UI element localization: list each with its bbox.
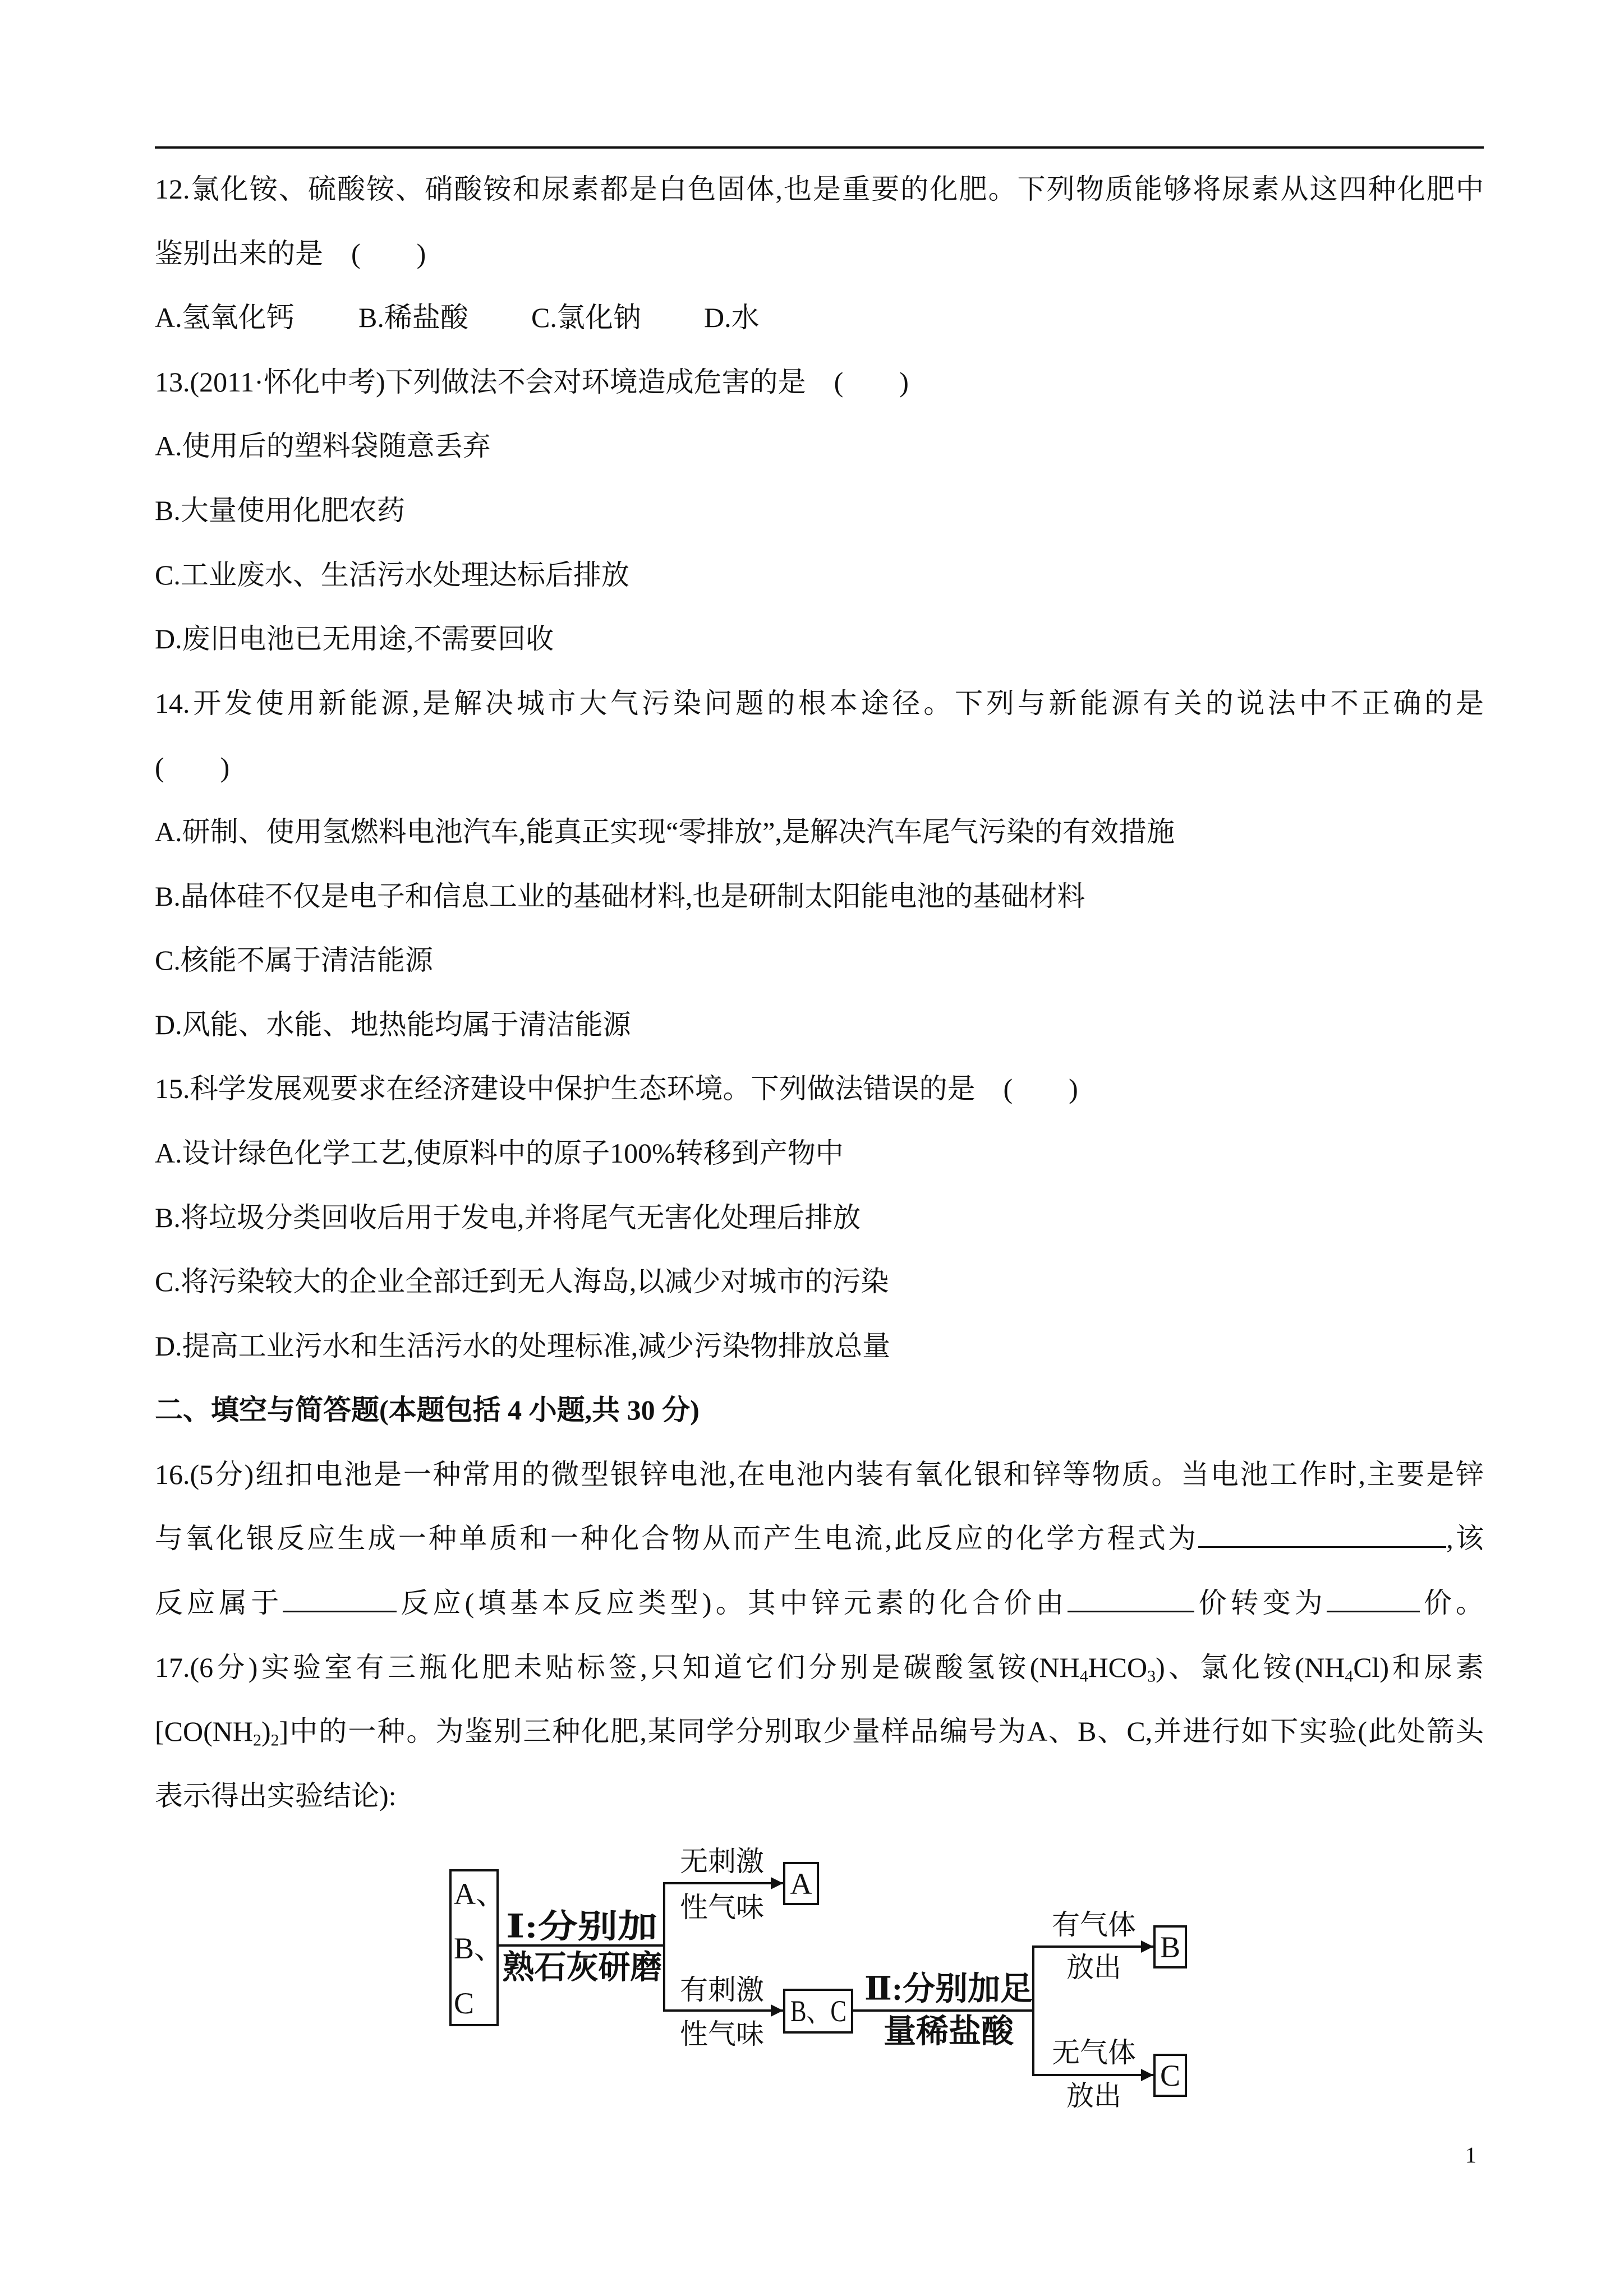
branch-gas-line-2: 放出 [1066,1952,1121,1983]
result-c-label: C [1160,2059,1181,2092]
branch-smell-line-1: 有刺激 [680,1974,764,2005]
result-a-label: A [790,1867,812,1901]
q17-line-2-text-c: ]中的一种。为鉴别三种化肥,某同学分别取少量样品编号为A、B、C,并进行如下实验(此处箭头 [279,1716,1484,1748]
q16-line-2-text-a: 与氧化银反应生成一种单质和一种化合物从而产生电流,此反应的化学方程式为 [155,1523,1199,1555]
answer-blank-reaction-type [283,1588,397,1612]
header-rule [155,146,1484,149]
step-2-label-line-2: 量稀盐酸 [884,2013,1014,2050]
q16-line-3-text-c: 价转变为 [1194,1587,1327,1619]
q15-option-a: A.设计绿色化学工艺,使原料中的原子100%转移到产物中 [155,1137,844,1169]
q17-line-1-text-c: )、氯化铵(NH [1156,1651,1345,1683]
q12-option-c: C.氯化钠 [531,302,641,334]
document-body [155,157,1484,1828]
step-2-label-line-1: Ⅱ:分别加足 [864,1970,1033,2007]
q16-line-3-text-a: 反应属于 [155,1587,283,1619]
q12-option-a: A.氢氧化钙 [155,302,295,334]
q17-line-2 [155,1699,1484,1764]
q16-line-2-text-b: ,该 [1446,1523,1484,1555]
q15-option-d: D.提高工业污水和生活污水的处理标准,减少污染物排放总量 [155,1330,891,1362]
q14-option-b: B.晶体硅不仅是电子和信息工业的基础材料,也是研制太阳能电池的基础材料 [155,880,1085,912]
step-1-label-line-1: Ⅰ:分别加 [506,1908,657,1945]
identification-flowchart [438,1839,1200,2120]
answer-blank-equation [1198,1524,1446,1548]
branch-no-gas-line-1: 无气体 [1052,2037,1136,2068]
subscript: 4 [1079,1667,1088,1686]
branch-no-smell-line-1: 无刺激 [680,1846,764,1877]
answer-blank-valence-from [1068,1588,1194,1612]
q17-line-2-text-a: [CO(NH [155,1716,253,1748]
q16-line-3-text-d: 价。 [1419,1587,1484,1619]
q14-stem-line-1: 14.开发使用新能源,是解决城市大气污染问题的根本途径。下列与新能源有关的说法中不正确的是 [155,687,1484,719]
branch-no-smell-line-2: 性气味 [680,1892,764,1923]
q13-stem: 13.(2011·怀化中考)下列做法不会对环境造成危害的是 ( ) [155,366,909,398]
q16-line-3 [155,1571,1484,1635]
branch-no-gas-line-2: 放出 [1066,2080,1121,2111]
q12-option-b: B.稀盐酸 [358,302,468,334]
q17-line-3: 表示得出实验结论): [155,1779,397,1811]
page-number: 1 [1465,2142,1476,2168]
sample-a-label: A、 [454,1877,506,1911]
branch-gas-line-1: 有气体 [1052,1909,1136,1940]
q13-option-b: B.大量使用化肥农药 [155,494,405,526]
result-b-label: B [1160,1930,1181,1964]
q13-option-a: A.使用后的塑料袋随意丢弃 [155,430,491,462]
q16-line-1: 16.(5分)纽扣电池是一种常用的微型银锌电池,在电池内装有氧化银和锌等物质。当电池工作时,主要是锌 [155,1458,1484,1490]
q14-option-c: C.核能不属于清洁能源 [155,944,433,976]
q15-option-b: B.将垃圾分类回收后用于发电,并将尾气无害化处理后排放 [155,1201,861,1233]
subscript: 2 [270,1731,279,1750]
q17-line-1-text-b: HCO [1088,1651,1148,1683]
q15-option-c: C.将污染较大的企业全部迁到无人海岛,以减少对城市的污染 [155,1266,889,1298]
subscript: 4 [1345,1667,1354,1686]
subscript: 3 [1147,1667,1156,1686]
section-2-heading: 二、填空与简答题(本题包括 4 小题,共 30 分) [155,1394,700,1426]
answer-blank-valence-to [1327,1588,1420,1612]
q13-option-d: D.废旧电池已无用途,不需要回收 [155,623,554,655]
q16-line-3-text-b: 反应(填基本反应类型)。其中锌元素的化合价由 [397,1587,1068,1619]
q15-stem: 15.科学发展观要求在经济建设中保护生态环境。下列做法错误的是 ( ) [155,1073,1078,1105]
q12-options-row [155,285,1484,350]
step-1-label-line-2: 熟石灰研磨 [502,1949,663,1986]
subscript: 2 [252,1731,261,1750]
q17-line-2-text-b: ) [261,1716,271,1748]
q16-line-2 [155,1506,1484,1571]
result-bc-label: B、C [790,1994,846,2028]
branch-smell-line-2: 性气味 [680,2018,764,2050]
q14-option-d: D.风能、水能、地热能均属于清洁能源 [155,1008,631,1040]
q14-option-a: A.研制、使用氢燃料电池汽车,能真正实现“零排放”,是解决汽车尾气污染的有效措施 [155,815,1175,847]
q13-option-c: C.工业废水、生活污水处理达标后排放 [155,559,629,591]
q17-line-1-text-d: Cl)和尿素 [1353,1651,1484,1683]
q12-stem-line-2: 鉴别出来的是 ( ) [155,237,426,269]
q17-line-1 [155,1635,1484,1700]
q12-stem-line-1: 12.氯化铵、硫酸铵、硝酸铵和尿素都是白色固体,也是重要的化肥。下列物质能够将尿素从这四种化肥中 [155,173,1484,205]
sample-b-label: B、 [454,1931,505,1965]
sample-c-label: C [454,1986,475,2020]
q17-line-1-text-a: 17.(6分)实验室有三瓶化肥未贴标签,只知道它们分别是碳酸氢铵(NH [155,1651,1080,1683]
q14-stem-line-2: ( ) [155,751,230,783]
q12-option-d: D.水 [704,302,760,334]
